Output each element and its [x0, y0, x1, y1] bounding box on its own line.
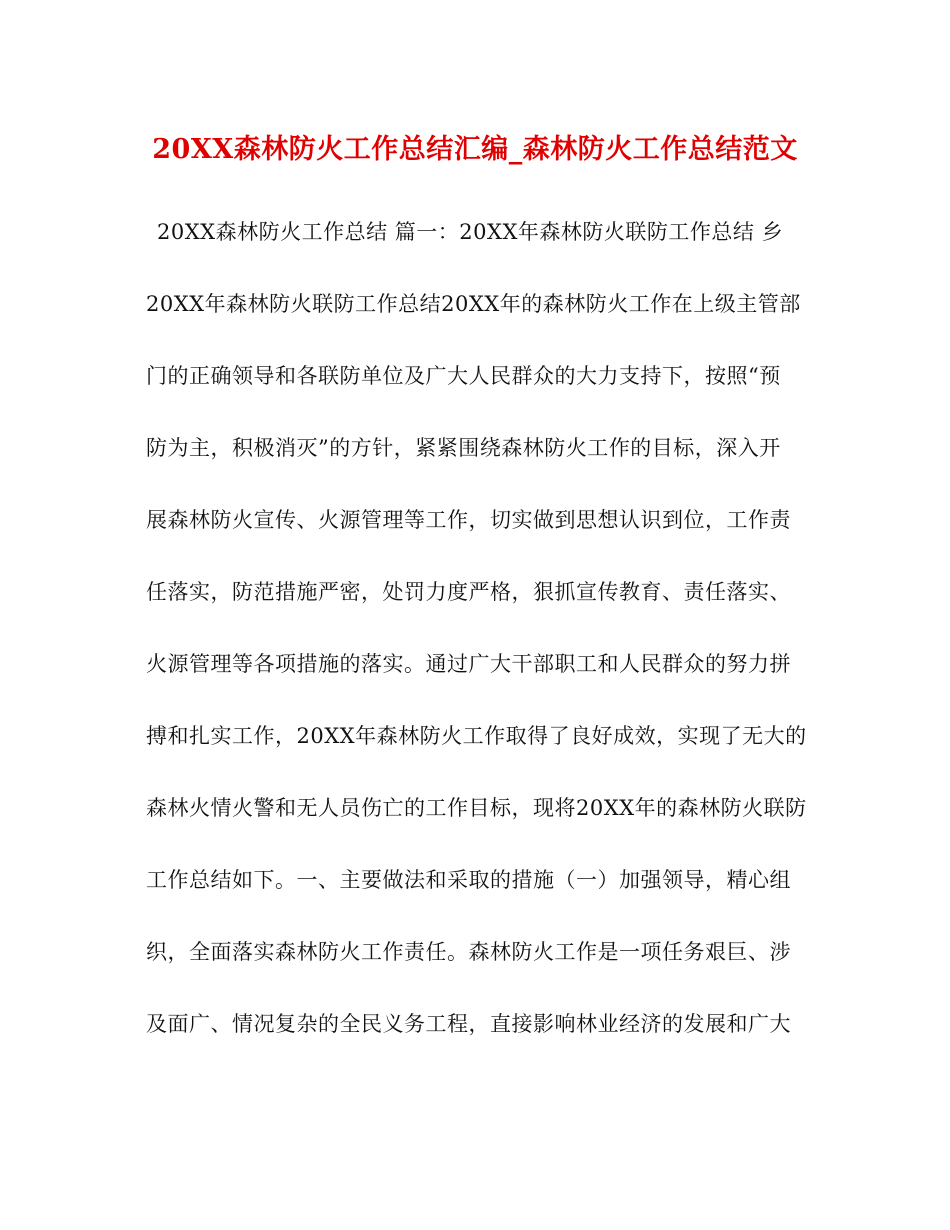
body-line: 任落实，防范措施严密，处罚力度严格，狠抓宣传教育、责任落实、 — [146, 580, 791, 604]
body-line: 织，全面落实森林防火工作责任。森林防火工作是一项任务艰巨、涉 — [146, 940, 791, 964]
body-line: 防为主，积极消灭”的方针，紧紧围绕森林防火工作的目标，深入开 — [146, 436, 781, 460]
body-line: 搏和扎实工作，20XX年森林防火工作取得了良好成效，实现了无大的 — [146, 724, 807, 748]
body-line: 门的正确领导和各联防单位及广大人民群众的大力支持下，按照“预 — [146, 364, 781, 388]
body-line: 展森林防火宣传、火源管理等工作，切实做到思想认识到位，工作责 — [146, 508, 791, 532]
body-line: 森林火情火警和无人员伤亡的工作目标，现将20XX年的森林防火联防 — [146, 796, 807, 820]
body-line: 工作总结如下。一、主要做法和采取的措施（一）加强领导，精心组 — [146, 868, 791, 892]
body-line: 火源管理等各项措施的落实。通过广大干部职工和人民群众的努力拼 — [146, 652, 791, 676]
body-line: 20XX年森林防火联防工作总结20XX年的森林防火工作在上级主管部 — [146, 292, 801, 316]
body-line: 及面广、情况复杂的全民义务工程，直接影响林业经济的发展和广大 — [146, 1012, 791, 1036]
body-line: 20XX森林防火工作总结 篇一：20XX年森林防火联防工作总结 乡 — [157, 220, 784, 244]
document-title: 20XX森林防火工作总结汇编_森林防火工作总结范文 — [152, 134, 798, 165]
